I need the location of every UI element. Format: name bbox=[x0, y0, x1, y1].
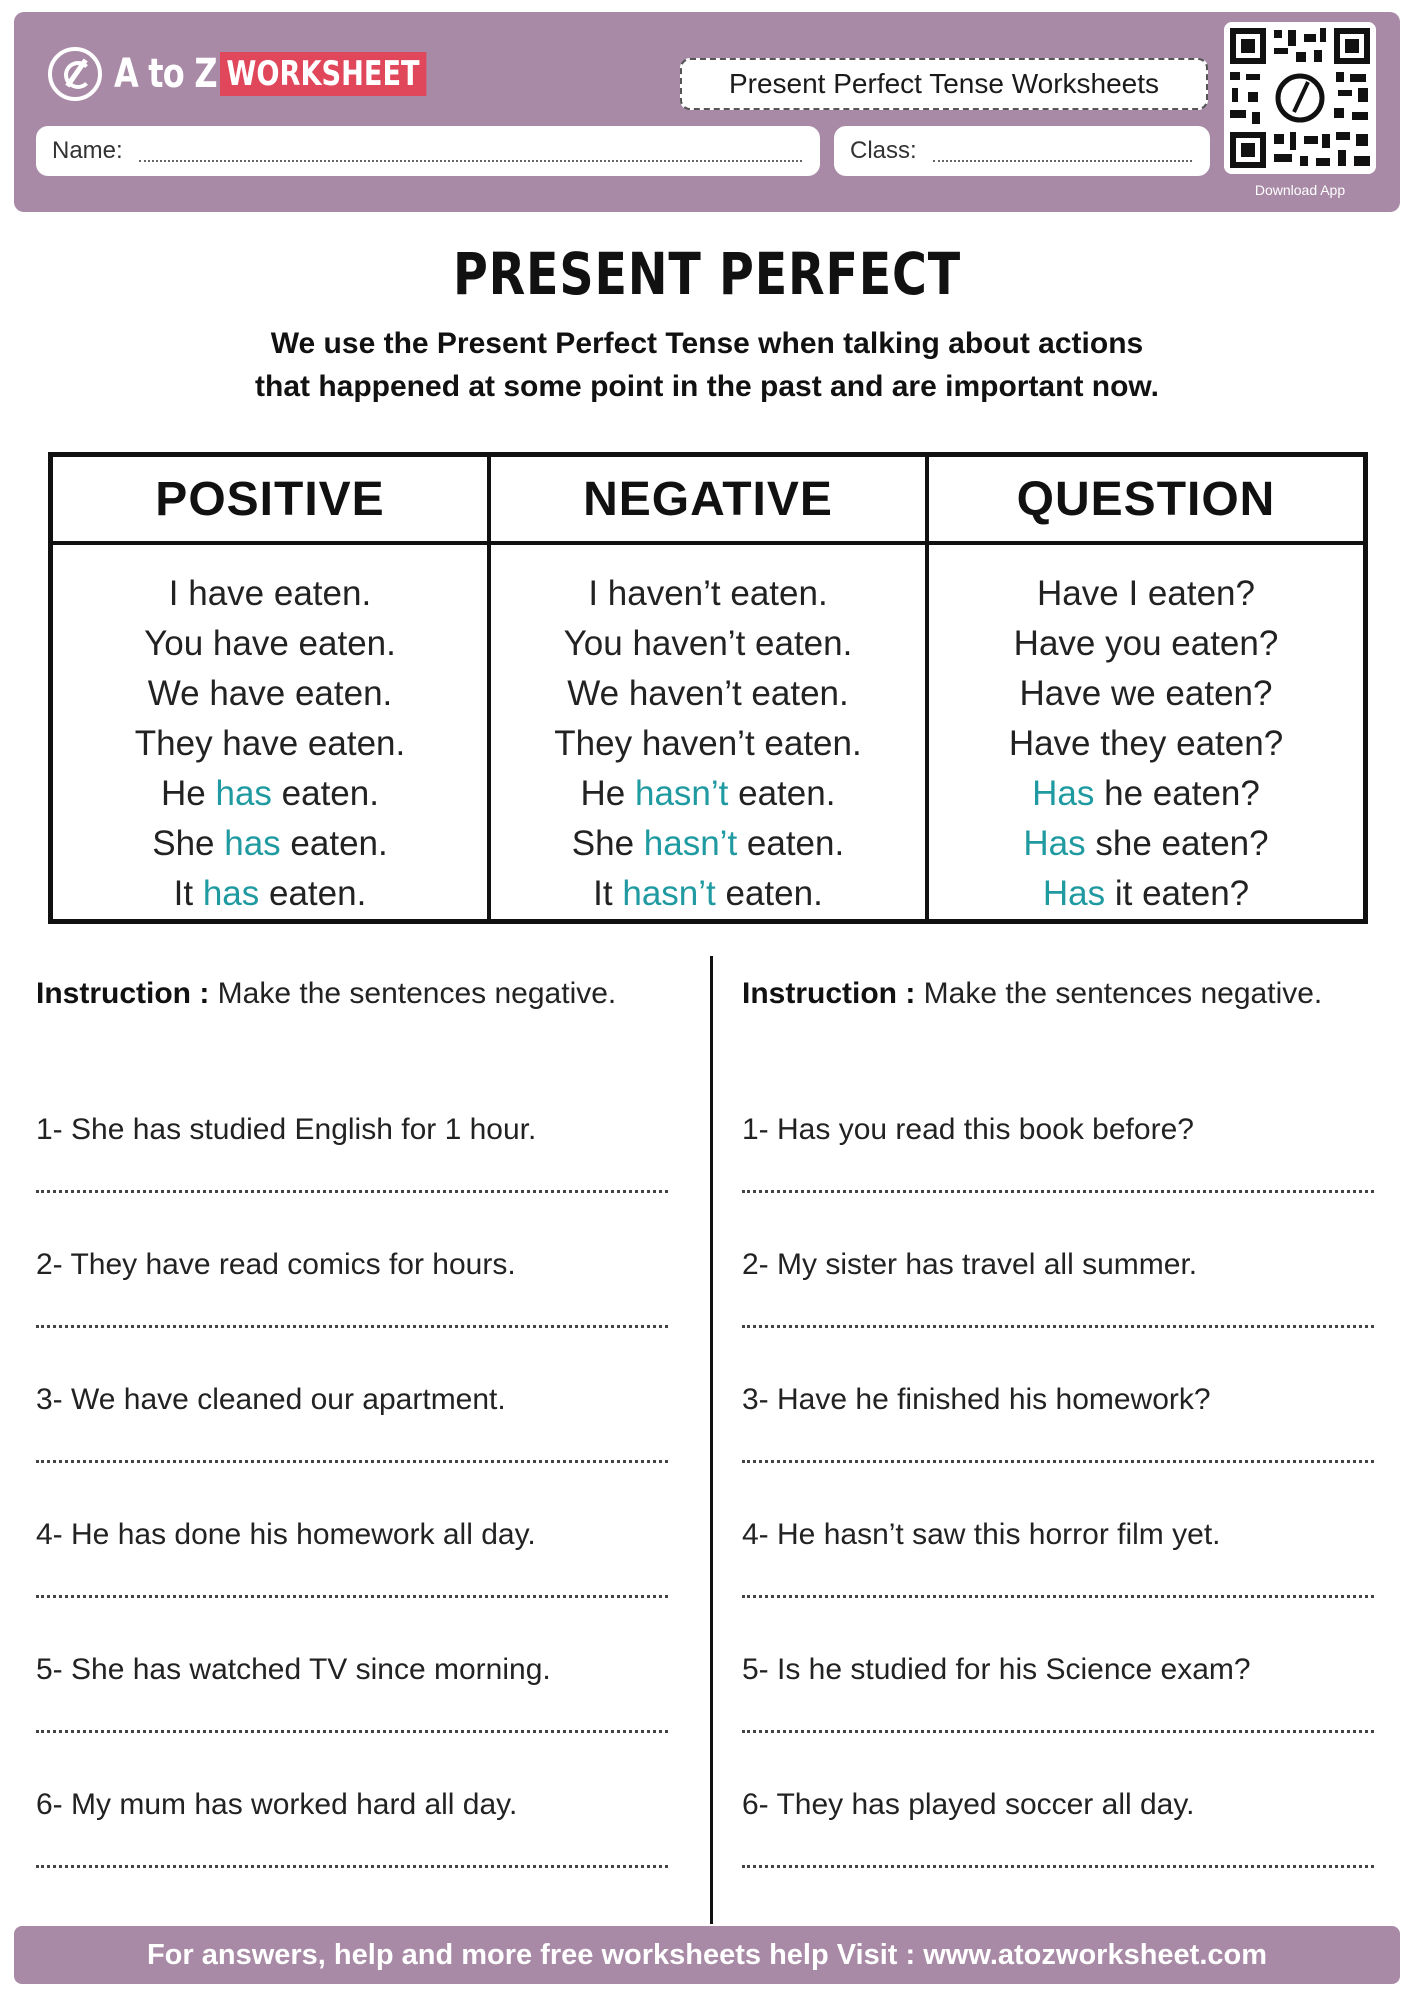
question-text: 5- Is he studied for his Science exam? bbox=[742, 1653, 1251, 1686]
question-item bbox=[36, 1648, 668, 1783]
example-sentence bbox=[53, 619, 487, 669]
negative-column bbox=[491, 457, 929, 919]
sentence-text: Have they eaten? bbox=[1008, 724, 1284, 763]
example-sentence bbox=[491, 869, 925, 919]
example-sentence bbox=[53, 819, 487, 869]
question-text: 5- She has watched TV since morning. bbox=[36, 1653, 551, 1686]
question-text: 2- They have read comics for hours. bbox=[36, 1248, 516, 1281]
negative-heading: NEGATIVE bbox=[491, 457, 925, 545]
worksheet-title: Present Perfect Tense Worksheets bbox=[680, 58, 1208, 110]
instruction-label: Instruction : bbox=[36, 977, 210, 1010]
example-sentence bbox=[53, 719, 487, 769]
example-sentence bbox=[929, 719, 1363, 769]
question-item bbox=[742, 1378, 1374, 1513]
question-column bbox=[929, 457, 1363, 919]
example-sentence bbox=[53, 669, 487, 719]
example-sentence bbox=[491, 819, 925, 869]
sentence-text: she eaten? bbox=[1085, 824, 1269, 863]
intro-text bbox=[0, 322, 1414, 408]
highlighted-verb: hasn’t bbox=[622, 874, 716, 913]
sentence-text: eaten. bbox=[259, 874, 367, 913]
question-list bbox=[36, 1108, 668, 1918]
class-label: Class: bbox=[850, 137, 917, 164]
answer-line[interactable] bbox=[742, 1720, 1374, 1733]
instruction bbox=[36, 972, 668, 1108]
sentence-text: eaten. bbox=[715, 874, 823, 913]
sentence-text: eaten. bbox=[280, 824, 388, 863]
sentence-text: Have I eaten? bbox=[1037, 574, 1255, 613]
sentence-text: Have we eaten? bbox=[1019, 674, 1273, 713]
footer-bar bbox=[14, 1926, 1400, 1984]
highlighted-verb: hasn’t bbox=[635, 774, 729, 813]
example-sentence bbox=[491, 769, 925, 819]
highlighted-verb: has bbox=[202, 874, 260, 913]
class-field[interactable] bbox=[834, 126, 1210, 176]
question-text: 2- My sister has travel all summer. bbox=[742, 1248, 1198, 1281]
class-dotted-line bbox=[933, 140, 1192, 162]
instruction bbox=[742, 972, 1374, 1108]
sentence-text: You haven’t eaten. bbox=[563, 624, 853, 663]
positive-column bbox=[53, 457, 491, 919]
question-text: 6- My mum has worked hard all day. bbox=[36, 1788, 518, 1821]
highlighted-verb: hasn’t bbox=[643, 824, 738, 863]
footer-link[interactable]: For answers, help and more free worksheets help Visit : www.atozworksheet.com bbox=[146, 1938, 1268, 1971]
negative-examples bbox=[491, 545, 925, 919]
example-sentence bbox=[929, 769, 1363, 819]
example-sentence bbox=[929, 619, 1363, 669]
positive-heading: POSITIVE bbox=[53, 457, 487, 545]
column-divider bbox=[710, 956, 713, 1924]
logo-text: A to Z bbox=[114, 51, 217, 97]
example-sentence bbox=[929, 569, 1363, 619]
example-sentence bbox=[53, 769, 487, 819]
question-item bbox=[742, 1243, 1374, 1378]
sentence-text: He bbox=[580, 774, 635, 813]
sentence-text: She bbox=[571, 824, 644, 863]
question-examples bbox=[929, 545, 1363, 919]
sentence-text: She bbox=[152, 824, 225, 863]
name-field[interactable] bbox=[36, 126, 820, 176]
sentence-text: He bbox=[161, 774, 216, 813]
exercise-right bbox=[742, 972, 1374, 1918]
example-sentence bbox=[491, 669, 925, 719]
instruction-text: Make the sentences negative. bbox=[915, 977, 1323, 1010]
sentence-text: I haven’t eaten. bbox=[588, 574, 828, 613]
answer-line[interactable] bbox=[36, 1585, 668, 1598]
question-heading: QUESTION bbox=[929, 457, 1363, 545]
question-text: 4- He hasn’t saw this horror film yet. bbox=[742, 1518, 1221, 1551]
sentence-text: They haven’t eaten. bbox=[554, 724, 862, 763]
answer-line[interactable] bbox=[36, 1855, 668, 1868]
question-item bbox=[36, 1378, 668, 1513]
answer-line[interactable] bbox=[742, 1585, 1374, 1598]
header-bar bbox=[14, 12, 1400, 212]
intro-line-1: We use the Present Perfect Tense when talking about actions bbox=[270, 327, 1144, 360]
answer-line[interactable] bbox=[36, 1720, 668, 1733]
example-sentence bbox=[491, 619, 925, 669]
highlighted-verb: Has bbox=[1023, 824, 1086, 863]
sentence-text: We have eaten. bbox=[147, 674, 393, 713]
question-item bbox=[742, 1513, 1374, 1648]
question-item bbox=[742, 1783, 1374, 1918]
question-item bbox=[742, 1648, 1374, 1783]
example-sentence bbox=[491, 569, 925, 619]
qr-code-icon[interactable] bbox=[1224, 22, 1376, 174]
answer-line[interactable] bbox=[742, 1450, 1374, 1463]
grammar-table bbox=[48, 452, 1368, 924]
answer-line[interactable] bbox=[36, 1450, 668, 1463]
sentence-text: You have eaten. bbox=[144, 624, 396, 663]
positive-examples bbox=[53, 545, 487, 919]
instruction-label: Instruction : bbox=[742, 977, 916, 1010]
page-title: PRESENT PERFECT bbox=[452, 240, 962, 308]
example-sentence bbox=[53, 569, 487, 619]
name-dotted-line bbox=[139, 140, 802, 162]
example-sentence bbox=[929, 669, 1363, 719]
sentence-text: They have eaten. bbox=[134, 724, 406, 763]
question-list bbox=[742, 1108, 1374, 1918]
question-text: 3- Have he finished his homework? bbox=[742, 1383, 1211, 1416]
answer-line[interactable] bbox=[742, 1855, 1374, 1868]
question-text: 6- They has played soccer all day. bbox=[742, 1788, 1195, 1821]
instruction-text: Make the sentences negative. bbox=[209, 977, 617, 1010]
highlighted-verb: Has bbox=[1042, 874, 1106, 913]
question-text: 4- He has done his homework all day. bbox=[36, 1518, 536, 1551]
example-sentence bbox=[929, 869, 1363, 919]
question-item bbox=[742, 1108, 1374, 1243]
sentence-text: he eaten? bbox=[1094, 774, 1260, 813]
sentence-text: Have you eaten? bbox=[1013, 624, 1279, 663]
sentence-text: eaten. bbox=[737, 824, 845, 863]
sentence-text: It bbox=[173, 874, 203, 913]
question-item bbox=[36, 1108, 668, 1243]
logo-pen-icon bbox=[48, 47, 102, 101]
answer-line[interactable] bbox=[742, 1180, 1374, 1193]
question-item bbox=[36, 1783, 668, 1918]
sentence-text: It bbox=[593, 874, 623, 913]
question-text: 3- We have cleaned our apartment. bbox=[36, 1383, 506, 1416]
logo-badge: WORKSHEET bbox=[220, 52, 426, 96]
name-label: Name: bbox=[52, 137, 123, 164]
logo bbox=[48, 46, 478, 102]
highlighted-verb: has bbox=[215, 774, 272, 813]
answer-line[interactable] bbox=[36, 1180, 668, 1193]
answer-line[interactable] bbox=[742, 1315, 1374, 1328]
example-sentence bbox=[929, 819, 1363, 869]
exercise-left bbox=[36, 972, 668, 1918]
question-item bbox=[36, 1243, 668, 1378]
sentence-text: eaten. bbox=[728, 774, 836, 813]
question-text: 1- She has studied English for 1 hour. bbox=[36, 1113, 537, 1146]
sentence-text: it eaten? bbox=[1105, 874, 1250, 913]
example-sentence bbox=[53, 869, 487, 919]
download-app-label: Download App bbox=[1254, 182, 1346, 198]
sentence-text: eaten. bbox=[271, 774, 379, 813]
question-item bbox=[36, 1513, 668, 1648]
sentence-text: I have eaten. bbox=[168, 574, 372, 613]
question-text: 1- Has you read this book before? bbox=[742, 1113, 1194, 1146]
example-sentence bbox=[491, 719, 925, 769]
highlighted-verb: Has bbox=[1032, 774, 1095, 813]
highlighted-verb: has bbox=[224, 824, 281, 863]
answer-line[interactable] bbox=[36, 1315, 668, 1328]
intro-line-2: that happened at some point in the past and are important now. bbox=[255, 370, 1159, 403]
sentence-text: We haven’t eaten. bbox=[567, 674, 849, 713]
